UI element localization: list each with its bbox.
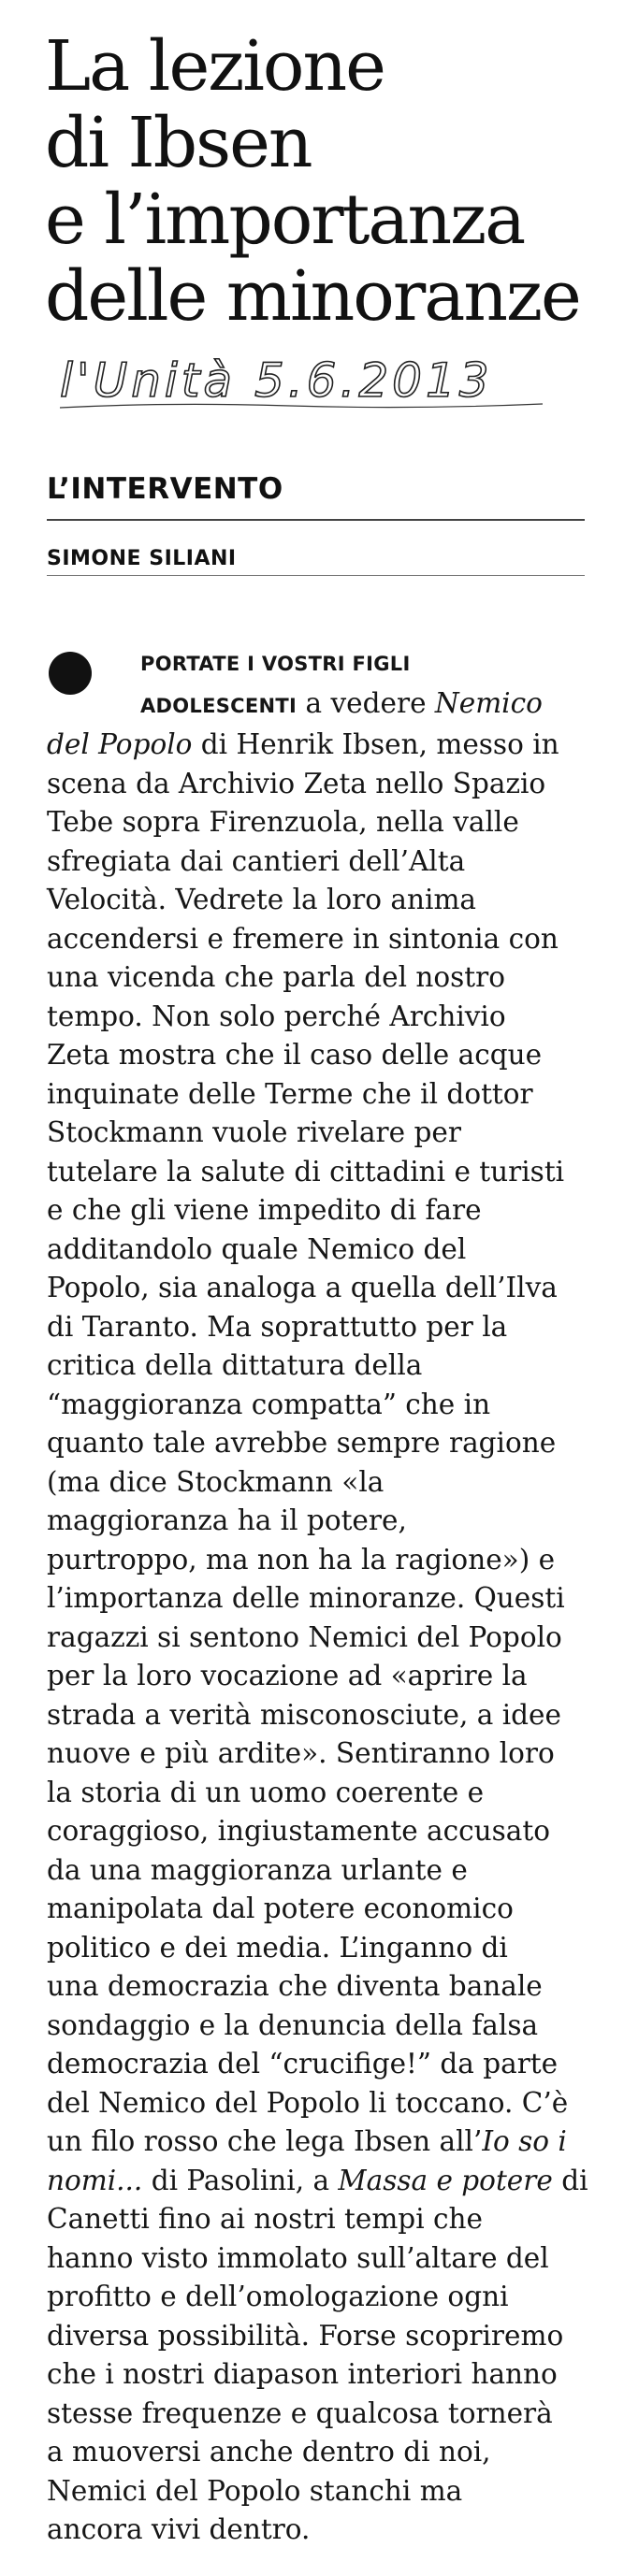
body-line: coraggioso, ingiustamente accusato <box>47 1815 551 1847</box>
body-line: democrazia del “crucifige!” da parte <box>47 2048 559 2080</box>
work-title: Io so i <box>482 2125 567 2157</box>
work-title: del Popolo <box>47 728 193 760</box>
section-label: L’INTERVENTO <box>47 472 283 506</box>
body-text: di Henrik Ibsen, messo in <box>192 728 559 760</box>
body-line <box>47 2123 599 2162</box>
body-line: additandolo quale Nemico del <box>47 1232 467 1265</box>
body-line: strada a verità misconosciute, a idee <box>47 1698 561 1731</box>
byline-divider <box>47 575 585 576</box>
body-line: nuove e più ardite». Sentiranno loro <box>47 1737 555 1769</box>
body-line: ragazzi si sentono Nemici del Popolo <box>47 1620 562 1653</box>
body-line: purtroppo, ma non ha la ragione») e <box>47 1543 556 1576</box>
body-line: tempo. Non solo perché Archivio <box>47 1000 506 1032</box>
body-line: Zeta mostra che il caso delle acque <box>47 1039 543 1071</box>
body-line: critica della dittatura della <box>47 1349 423 1381</box>
body-line: maggioranza ha il potere, <box>47 1504 407 1536</box>
body-line: manipolata dal potere economico <box>47 1892 514 1924</box>
body-line: diversa possibilità. Forse scopriremo <box>47 2319 564 2352</box>
body-line <box>47 684 599 727</box>
article-body <box>47 645 599 2550</box>
handwritten-source-date <box>56 348 561 413</box>
body-line: che i nostri diapason interiori hanno <box>47 2358 558 2390</box>
lead-in: PORTATE I VOSTRI FIGLI <box>140 653 411 675</box>
section-divider <box>47 519 585 521</box>
handwritten-note-text: l'Unità 5.6.2013 <box>60 353 493 408</box>
body-line: una vicenda che parla del nostro <box>47 961 505 993</box>
headline <box>45 28 616 335</box>
body-line: (ma dice Stockmann «la <box>47 1465 385 1498</box>
body-line: da una maggioranza urlante e <box>47 1853 468 1886</box>
body-line: profitto e dell’omologazione ogni <box>47 2281 509 2312</box>
body-text: a vedere <box>297 686 435 719</box>
body-line: ancora vivi dentro. <box>47 2513 311 2545</box>
work-title: nomi... <box>47 2164 143 2196</box>
body-line: e che gli viene impedito di fare <box>47 1194 482 1226</box>
body-line: di Taranto. Ma soprattutto per la <box>47 1310 508 1343</box>
body-line: sfregiata dai cantieri dell’Alta <box>47 844 466 877</box>
body-line: scena da Archivio Zeta nello Spazio <box>47 767 546 799</box>
body-line: una democrazia che diventa banale <box>47 1970 543 2002</box>
body-line: Velocità. Vedrete la loro anima <box>47 884 477 915</box>
body-line <box>47 2162 599 2201</box>
body-text: di <box>552 2164 588 2196</box>
headline-line: delle minoranze <box>45 256 580 337</box>
headline-line: La lezione <box>45 26 385 107</box>
handwritten-note-graphic <box>56 348 561 413</box>
body-line: Canetti fino ai nostri tempi che <box>47 2203 483 2235</box>
body-text: di Pasolini, a <box>142 2164 339 2196</box>
body-line: la storia di un uomo coerente e <box>47 1776 485 1808</box>
body-line: Tebe sopra Firenzuola, nella valle <box>47 806 519 838</box>
body-line: Stockmann vuole rivelare per <box>47 1116 461 1148</box>
body-line: l’importanza delle minoranze. Questi <box>47 1582 565 1614</box>
body-line: sondaggio e la denuncia della falsa <box>47 2008 539 2041</box>
headline-line: e l’importanza <box>45 180 525 260</box>
body-line <box>47 726 599 765</box>
body-text: un filo rosso che lega Ibsen all’ <box>47 2125 483 2157</box>
lead-in: ADOLESCENTI <box>140 694 297 717</box>
body-line: hanno visto immolato sull’altare del <box>47 2241 549 2274</box>
work-title: Nemico <box>434 686 543 719</box>
body-line: a muoversi anche dentro di noi, <box>47 2436 491 2468</box>
body-line: Nemici del Popolo stanchi ma <box>47 2474 463 2507</box>
body-line: per la loro vocazione ad «aprire la <box>47 1660 528 1691</box>
body-line: del Nemico del Popolo li toccano. C’è <box>47 2086 569 2119</box>
body-line: tutelare la salute di cittadini e turisti <box>47 1155 565 1187</box>
body-line: Popolo, sia analoga a quella dell’Ilva <box>47 1272 558 1303</box>
body-line: quanto tale avrebbe sempre ragione <box>47 1427 557 1459</box>
headline-line: di Ibsen <box>45 103 312 183</box>
body-line: “maggioranza compatta” che in <box>47 1388 491 1420</box>
author-byline: SIMONE SILIANI <box>47 547 237 570</box>
body-line: politico e dei media. L’inganno di <box>47 1931 508 1964</box>
body-line: accendersi e fremere in sintonia con <box>47 922 559 955</box>
body-line: stesse frequenze e qualcosa tornerà <box>47 2396 553 2429</box>
work-title: Massa e potere <box>338 2164 553 2196</box>
body-line: inquinate delle Terme che il dottor <box>47 1077 533 1110</box>
